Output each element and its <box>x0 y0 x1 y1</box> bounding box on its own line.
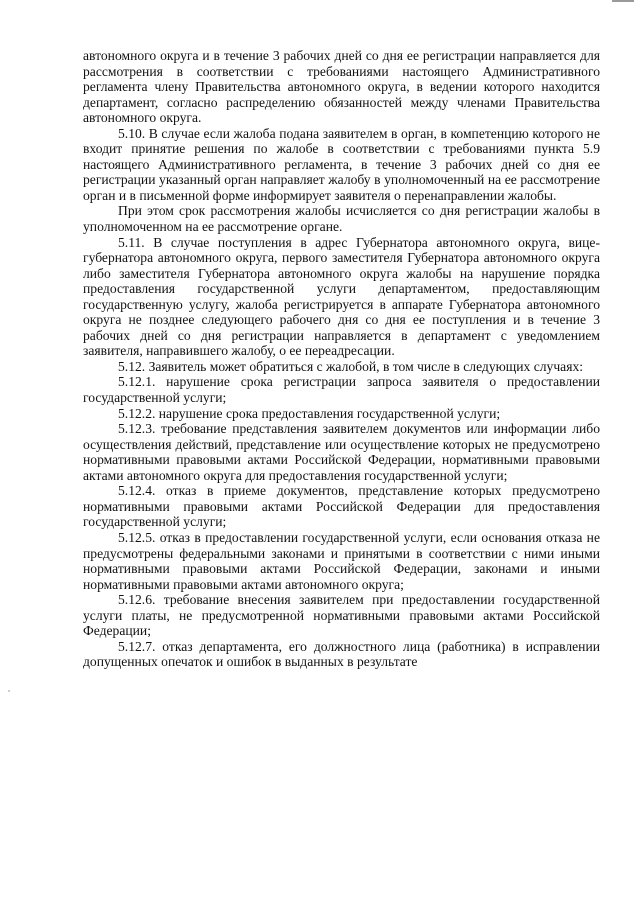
document-page <box>83 48 600 670</box>
paragraph-5-12: 5.12. Заявитель может обратиться с жалобой, в том числе в следующих случаях: <box>118 358 584 374</box>
paragraph-5-12-5: 5.12.5. отказ в предоставлении государственной услуги, если основания отказа не предусмотрены федеральными законами и принятыми в соответствии с ними иными нормативными правовыми актами Российской Федерации, законами и иными нормативными правовыми актами автономного округа; <box>83 529 600 592</box>
scan-edge-mark <box>612 0 634 2</box>
paragraph-review-period: При этом срок рассмотрения жалобы исчисляется со дня регистрации жалобы в уполномоченном на ее рассмотрение органе. <box>83 203 600 235</box>
paragraph-5-11: 5.11. В случае поступления в адрес Губернатора автономного округа, вице-губернатора автономного округа, первого заместителя Губернатора автономного округа либо заместителя Губернатора автономного округа жалобы на нарушение порядка предоставления государственной услуги департаментом, предоставляющим государственную услугу, жалоба регистрируется в аппарате Губернатора автономного округа не позднее следующего рабочего дня со дня ее поступления и в течение 3 рабочих дней со дня регистрации направляется в департамент с уведомлением заявителя, направившего жалобу, о ее переадресации. <box>83 234 600 359</box>
paragraph-5-12-4: 5.12.4. отказ в приеме документов, представление которых предусмотрено нормативными правовыми актами Российской Федерации для предоставления государственной услуги; <box>83 483 600 530</box>
paragraph-5-12-1: 5.12.1. нарушение срока регистрации запроса заявителя о предоставлении государственной услуги; <box>83 374 600 406</box>
paragraph-5-10: 5.10. В случае если жалоба подана заявителем в орган, в компетенцию которого не входит принятие решения по жалобе в соответствии с требованиями пункта 5.9 настоящего Административного регламента, в течение 3 рабочих дней со дня ее регистрации указанный орган направляет жалобу в уполномоченный на ее рассмотрение орган и в письменной форме информирует заявителя о перенаправлении жалобы. <box>83 125 600 203</box>
paragraph-5-12-7: 5.12.7. отказ департамента, его должностного лица (работника) в исправлении допущенных опечаток и ошибок в выданных в результате <box>83 638 600 670</box>
paragraph-5-12-2: 5.12.2. нарушение срока предоставления государственной услуги; <box>118 405 501 421</box>
paragraph-5-12-6: 5.12.6. требование внесения заявителем при предоставлении государственной услуги платы, не предусмотренной нормативными правовыми актами Российской Федерации; <box>83 592 600 639</box>
paragraph-5-12-3: 5.12.3. требование представления заявителем документов или информации либо осуществления действий, представление или осуществление которых не предусмотрено нормативными правовыми актами Российской Федерации, нормативными правовыми актами автономного округа для предоставления государственной услуги; <box>83 421 600 483</box>
scan-speck <box>8 690 10 692</box>
paragraph-continuation: автономного округа и в течение 3 рабочих дней со дня ее регистрации направляется для рассмотрения в соответствии с требованиями настоящего Административного регламента члену Правительства автономного округа, в ведении которого находится департамент, согласно распределению обязанностей между членами Правительства автономного округа. <box>83 48 600 126</box>
